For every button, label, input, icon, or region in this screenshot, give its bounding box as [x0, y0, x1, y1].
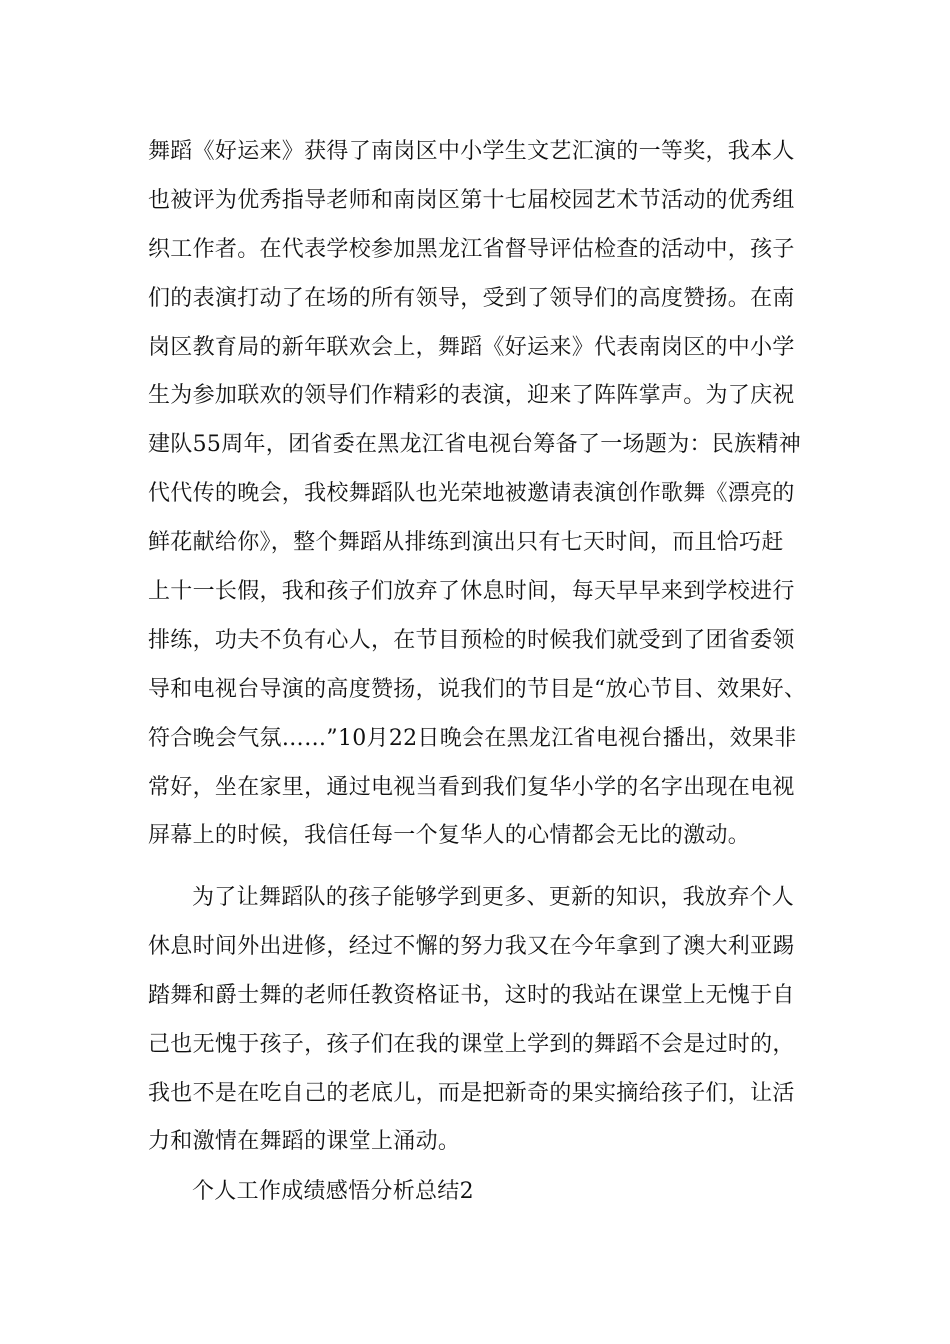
paragraph-line: 常好，坐在家里，通过电视当看到我们复华小学的名字出现在电视 [148, 774, 795, 800]
paragraph-2 [148, 874, 828, 1167]
paragraph-1 [148, 128, 828, 861]
paragraph-line: 我也不是在吃自己的老底儿，而是把新奇的果实摘给孩子们，让活 [148, 1080, 795, 1106]
paragraph-line: 舞蹈《好运来》获得了南岗区中小学生文艺汇演的一等奖，我本人 [148, 139, 795, 164]
paragraph-line: 屏幕上的时候，我信任每一个复华人的心情都会无比的激动。 [148, 823, 751, 849]
paragraph-line: 代代传的晚会，我校舞蹈队也光荣地被邀请表演创作歌舞《漂亮的 [148, 481, 795, 507]
paragraph-line: 织工作者。在代表学校参加黑龙江省督导评估检查的活动中，孩子 [148, 236, 795, 262]
paragraph-line: 们的表演打动了在场的所有领导，受到了领导们的高度赞扬。在南 [148, 285, 795, 311]
paragraph-line: 上十一长假，我和孩子们放弃了休息时间，每天早早来到学校进行 [148, 579, 795, 605]
section-heading-block [148, 1168, 828, 1217]
paragraph-line: 休息时间外出进修，经过不懈的努力我又在今年拿到了澳大利亚踢 [148, 933, 795, 959]
paragraph-line: 也被评为优秀指导老师和南岗区第十七届校园艺术节活动的优秀组 [148, 187, 795, 213]
paragraph-line: 生为参加联欢的领导们作精彩的表演，迎来了阵阵掌声。为了庆祝 [148, 383, 795, 409]
paragraph-line: 排练，功夫不负有心人，在节目预检的时候我们就受到了团省委领 [148, 627, 795, 653]
paragraph-line: 导和电视台导演的高度赞扬，说我们的节目是“放心节目、效果好、 [148, 676, 807, 702]
paragraph-line: 为了让舞蹈队的孩子能够学到更多、更新的知识，我放弃个人 [192, 885, 795, 910]
paragraph-line: 符合晚会气氛……”10月22日晚会在黑龙江省电视台播出，效果非 [148, 725, 797, 751]
paragraph-line: 踏舞和爵士舞的老师任教资格证书，这时的我站在课堂上无愧于自 [148, 982, 795, 1008]
paragraph-line: 力和激情在舞蹈的课堂上涌动。 [148, 1129, 461, 1155]
paragraph-line: 岗区教育局的新年联欢会上，舞蹈《好运来》代表南岗区的中小学 [148, 334, 795, 360]
paragraph-line: 己也无愧于孩子，孩子们在我的课堂上学到的舞蹈不会是过时的， [148, 1031, 795, 1057]
section-heading: 个人工作成绩感悟分析总结2 [192, 1179, 474, 1204]
paragraph-line: 鲜花献给你》，整个舞蹈从排练到演出只有七天时间，而且恰巧赶 [148, 530, 784, 556]
paragraph-line: 建队55周年，团省委在黑龙江省电视台筹备了一场题为：民族精神 [148, 432, 801, 458]
